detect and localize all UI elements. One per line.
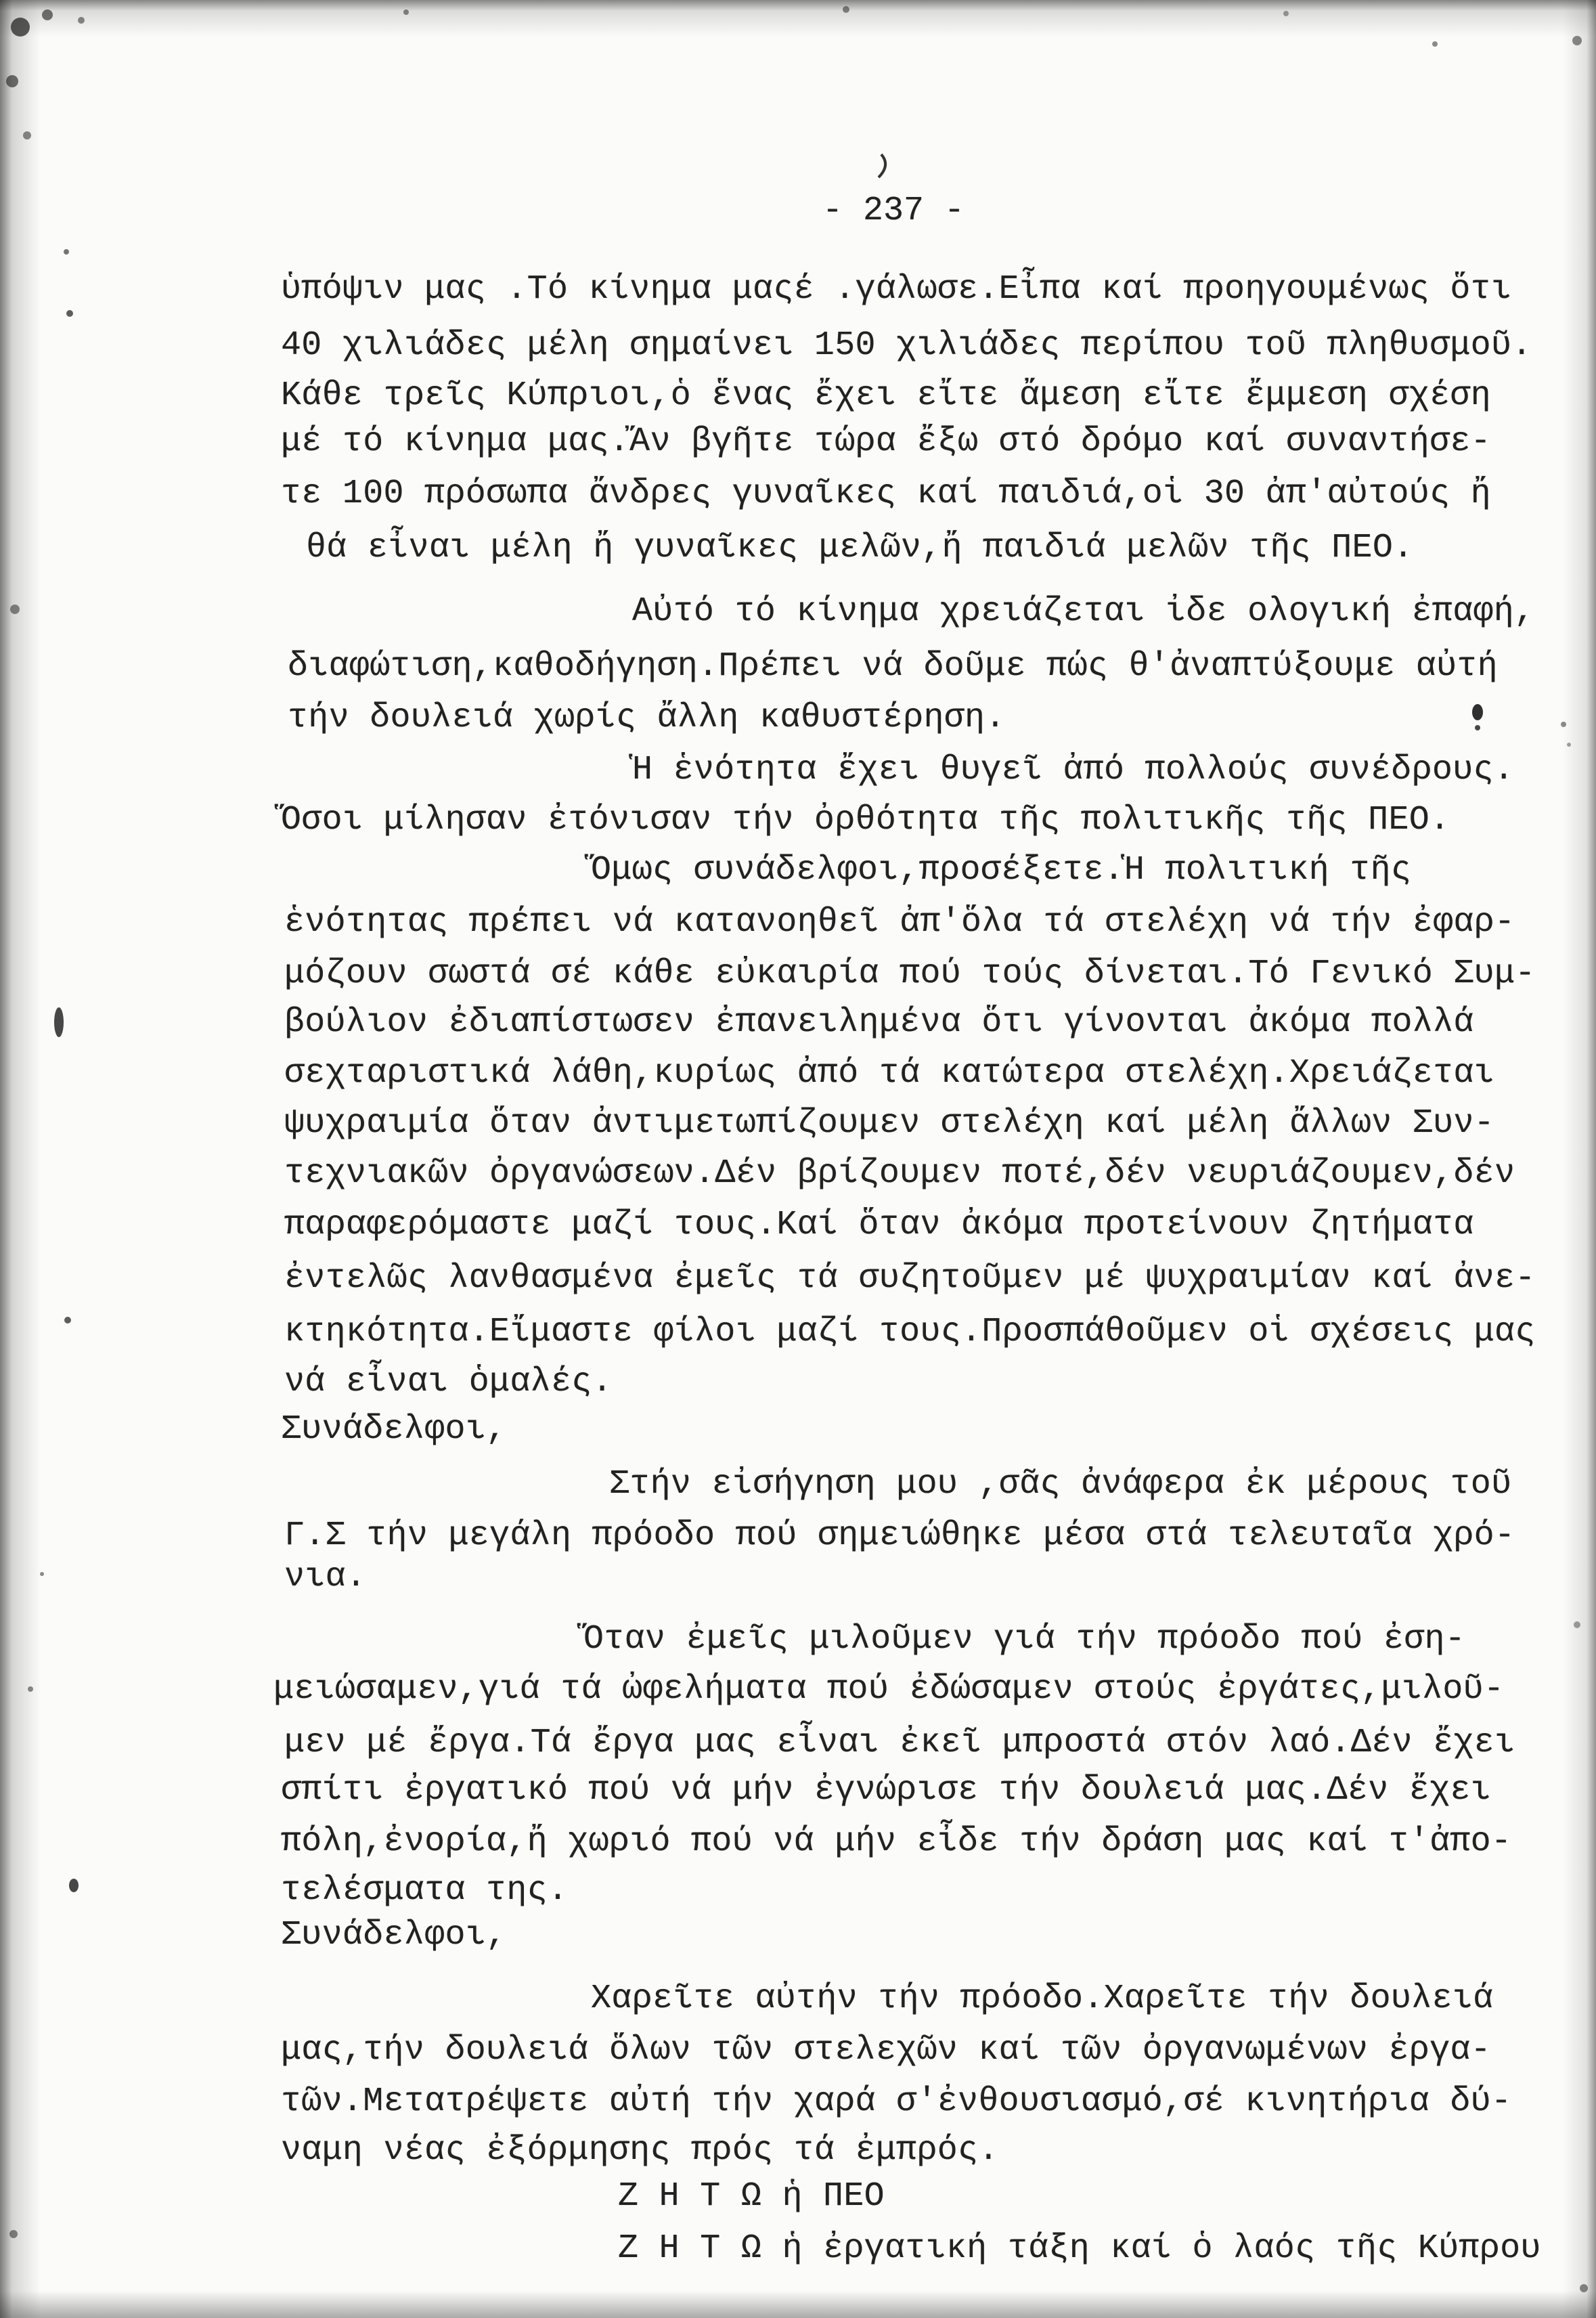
scan-speck: [64, 249, 69, 255]
text-line: νια.: [284, 1558, 367, 1596]
scan-speck: [1283, 11, 1289, 16]
scan-speck: [69, 1879, 79, 1892]
scan-speck: [28, 1686, 33, 1692]
scan-speck: [843, 6, 849, 13]
text-line: Χαρεῖτε αὐτήν τήν πρόοδο.Χαρεῖτε τήν δουλειά: [591, 1980, 1494, 2018]
scan-speck: [66, 310, 73, 317]
scan-speck: [1572, 36, 1582, 45]
text-line: ναμη νέας ἐξόρμησης πρός τά ἐμπρός.: [281, 2131, 999, 2170]
text-line: Γ.Σ τήν μεγάλη πρόοδο πού σημειώθηκε μέσα στά τελευταῖα χρό-: [284, 1516, 1515, 1555]
text-line: τεχνιακῶν ὀργανώσεων.Δέν βρίζουμεν ποτέ,δέν νευριάζουμεν,δέν: [284, 1154, 1515, 1193]
text-line: ἑνότητας πρέπει νά κατανοηθεῖ ἀπ'ὅλα τά στελέχη νά τήν ἐφαρ-: [284, 903, 1515, 942]
scan-speck: [40, 1572, 44, 1576]
scan-speck: [1561, 722, 1566, 727]
scan-speck: [10, 605, 20, 614]
text-line: Στήν εἰσήγηση μου ,σᾶς ἀνάφερα ἐκ μέρους τοῦ: [609, 1465, 1512, 1504]
text-line: κτηκότητα.Εἴμαστε φίλοι μαζί τους.Προσπάθοῦμεν οἱ σχέσεις μας: [284, 1313, 1536, 1351]
text-line: ὑπόψιν μας .Τό κίνημα μαςέ .γάλωσε.Εἶπα καί προηγουμένως ὅτι: [281, 270, 1512, 309]
scan-speck: [11, 18, 30, 37]
text-line: μας,τήν δουλειά ὅλων τῶν στελεχῶν καί τῶν ὀργανωμένων ἐργα-: [281, 2031, 1491, 2070]
slogan-line: Ζ Η Τ Ω ἡ ἐργατική τάξη καί ὁ λαός τῆς Κύπρου: [618, 2229, 1541, 2268]
scan-speck: [1475, 725, 1480, 730]
salutation: Συνάδελφοι,: [281, 1410, 507, 1449]
scan-speck: [1432, 41, 1438, 47]
text-line: πόλη,ἐνορία,ἤ χωριό πού νά μήν εἶδε τήν δράση μας καί τ'ἀπο-: [281, 1822, 1512, 1861]
scan-speck: [1472, 704, 1483, 720]
scan-speck: [54, 1007, 64, 1037]
text-line: σπίτι ἐργατικό πού νά μήν ἐγνώρισε τήν δουλειά μας.Δέν ἔχει: [281, 1771, 1491, 1810]
text-line: νά εἶναι ὁμαλές.: [284, 1363, 613, 1401]
page-number: - 237 -: [822, 192, 965, 230]
text-line: διαφώτιση,καθοδήγηση.Πρέπει νά δοῦμε πώς θ'ἀναπτύξουμε αὐτή: [288, 647, 1498, 686]
text-line: Ὅσοι μίλησαν ἐτόνισαν τήν ὀρθότητα τῆς πολιτικῆς τῆς ΠΕΟ.: [281, 801, 1450, 839]
scan-speck: [403, 9, 409, 15]
pen-mark: [879, 154, 885, 177]
scan-speck: [6, 75, 18, 87]
text-line: σεχταριστικά λάθη,κυρίως ἀπό τά κατώτερα στελέχη.Χρειάζεται: [284, 1054, 1494, 1093]
scan-speck: [78, 17, 85, 24]
text-line: μέ τό κίνημα μας.Ἄν βγῆτε τώρα ἔξω στό δρόμο καί συναντήσε-: [281, 422, 1491, 461]
text-line: τελέσματα της.: [281, 1871, 569, 1910]
scan-speck: [64, 1317, 71, 1324]
text-line: μειώσαμεν,γιά τά ὠφελήματα πού ἐδώσαμεν στούς ἐργάτες,μιλοῦ-: [273, 1670, 1505, 1709]
text-line: ψυχραιμία ὅταν ἀντιμετωπίζουμεν στελέχη καί μέλη ἄλλων Συν-: [284, 1104, 1494, 1143]
scan-speck: [9, 2230, 18, 2238]
text-line: Κάθε τρεῖς Κύπριοι,ὁ ἕνας ἔχει εἴτε ἄμεση εἴτε ἔμμεση σχέση: [281, 376, 1491, 415]
text-line: μεν μέ ἔργα.Τά ἔργα μας εἶναι ἐκεῖ μπροστά στόν λαό.Δέν ἔχει: [284, 1724, 1515, 1762]
scan-speck: [23, 131, 31, 139]
scan-speck: [1567, 743, 1571, 747]
text-line: τε 100 πρόσωπα ἄνδρες γυναῖκες καί παιδιά,οἱ 30 ἀπ'αὐτούς ἤ: [281, 475, 1491, 513]
text-line: 40 χιλιάδες μέλη σημαίνει 150 χιλιάδες περίπου τοῦ πληθυσμοῦ.: [281, 326, 1532, 365]
text-line: Ὅμως συνάδελφοι,προσέξετε.Ἡ πολιτική τῆς: [591, 851, 1412, 890]
text-line: βούλιον ἐδιαπίστωσεν ἐπανειλημένα ὅτι γίνονται ἀκόμα πολλά: [284, 1003, 1474, 1042]
text-line: ἐντελῶς λανθασμένα ἐμεῖς τά συζητοῦμεν μέ ψυχραιμίαν καί ἀνε-: [284, 1259, 1536, 1298]
text-line: παραφερόμαστε μαζί τους.Καί ὅταν ἀκόμα προτείνουν ζητήματα: [284, 1206, 1474, 1244]
salutation: Συνάδελφοι,: [281, 1916, 507, 1954]
text-line: θά εἶναι μέλη ἤ γυναῖκες μελῶν,ἤ παιδιά μελῶν τῆς ΠΕΟ.: [306, 529, 1414, 567]
text-line: τήν δουλειά χωρίς ἄλλη καθυστέρηση.: [288, 699, 1006, 737]
text-line: μόζουν σωστά σέ κάθε εὐκαιρία πού τούς δίνεται.Τό Γενικό Συμ-: [284, 955, 1536, 993]
text-line: τῶν.Μετατρέψετε αὐτή τήν χαρά σ'ἐνθουσιασμό,σέ κινητήρια δύ-: [281, 2082, 1512, 2121]
scan-speck: [1574, 1621, 1580, 1628]
text-line: Ἡ ἑνότητα ἔχει θυγεῖ ἀπό πολλούς συνέδρους.: [632, 751, 1515, 789]
slogan-line: Ζ Η Τ Ω ἡ ΠΕΟ: [618, 2177, 885, 2216]
scan-speck: [42, 9, 53, 20]
scan-speck: [1580, 2284, 1588, 2292]
text-line: Ὅταν ἐμεῖς μιλοῦμεν γιά τήν πρόοδο πού ἐση-: [583, 1620, 1466, 1659]
text-line: Αὐτό τό κίνημα χρειάζεται ἰδε ολογική ἐπαφή,: [632, 592, 1535, 631]
